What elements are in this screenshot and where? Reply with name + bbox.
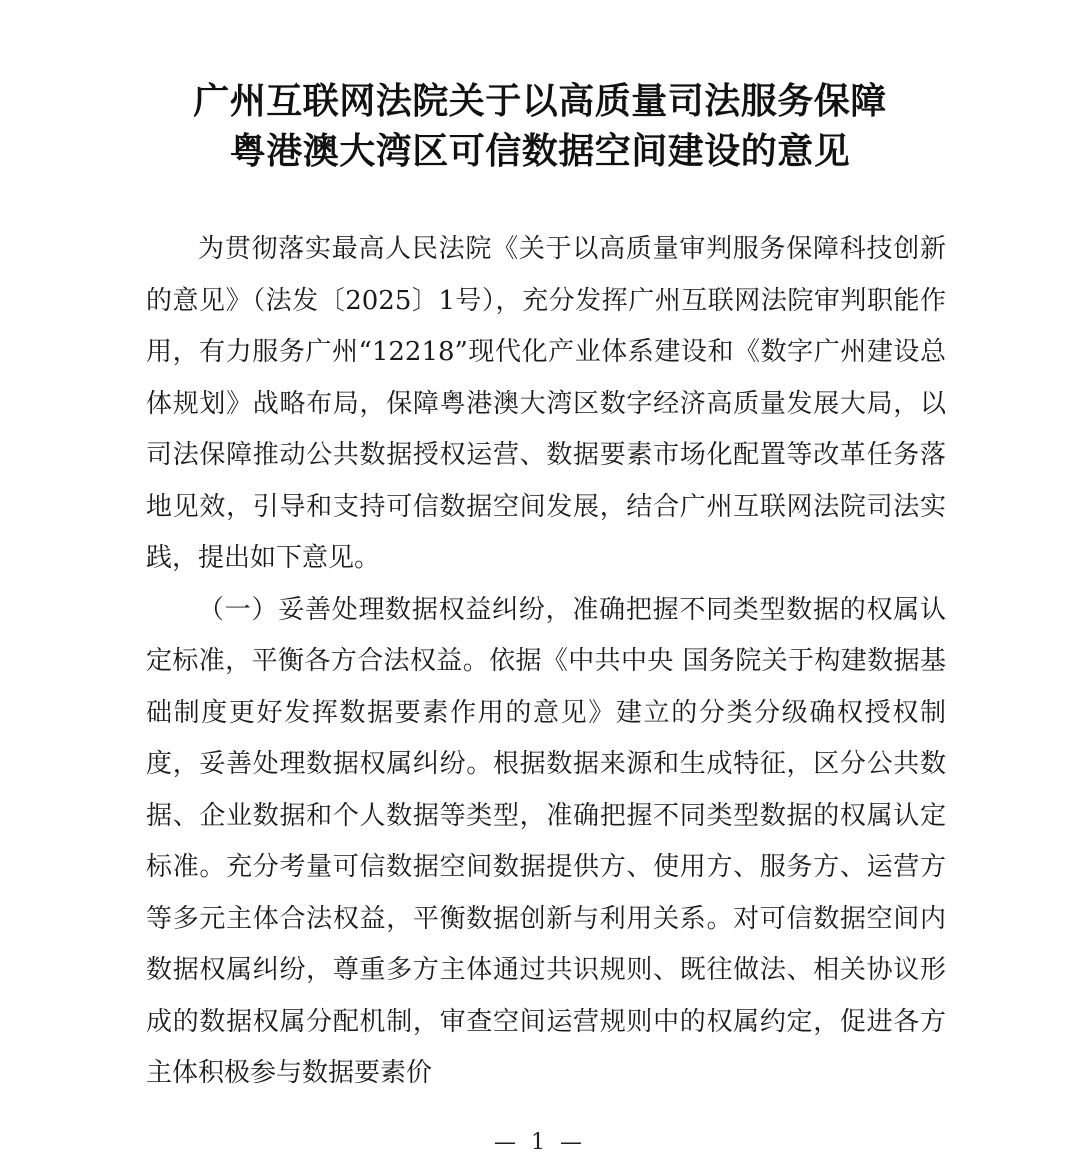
document-body bbox=[146, 224, 946, 1100]
paragraph-preamble: 为贯彻落实最高人民法院《关于以高质量审判服务保障科技创新的意见》（法发〔2025〕1号），充分发挥广州互联网法院审判职能作用，有力服务广州“12218”现代化产业体系建设和《数字广州建设总体规划》战略布局，保障粤港澳大湾区数字经济高质量发展大局，以司法保障推动公共数据授权运营、数据要素市场化配置等改革任务落地见效，引导和支持可信数据空间发展，结合广州互联网法院司法实践，提出如下意见。 bbox=[146, 234, 946, 573]
document-title-line-1: 广州互联网法院关于以高质量司法服务保障 bbox=[193, 81, 887, 122]
document-title-line-2: 粤港澳大湾区可信数据空间建设的意见 bbox=[229, 131, 851, 172]
page-number: — 1 — bbox=[494, 1130, 586, 1155]
paragraph-section-1: （一）妥善处理数据权益纠纷，准确把握不同类型数据的权属认定标准，平衡各方合法权益。依据《中共中央 国务院关于构建数据基础制度更好发挥数据要素作用的意见》建立的分类分级确权授权制度，妥善处理数据权属纠纷。根据数据来源和生成特征，区分公共数据、企业数据和个人数据等类型，准确把握不同类型数据的权属认定标准。充分考量可信数据空间数据提供方、使用方、服务方、运营方等多元主体合法权益，平衡数据创新与利用关系。对可信数据空间内数据权属纠纷，尊重多方主体通过共识规则、既往做法、相关协议形成的数据权属分配机制，审查空间运营规则中的权属约定，促进各方主体积极参与数据要素价 bbox=[146, 594, 946, 1088]
